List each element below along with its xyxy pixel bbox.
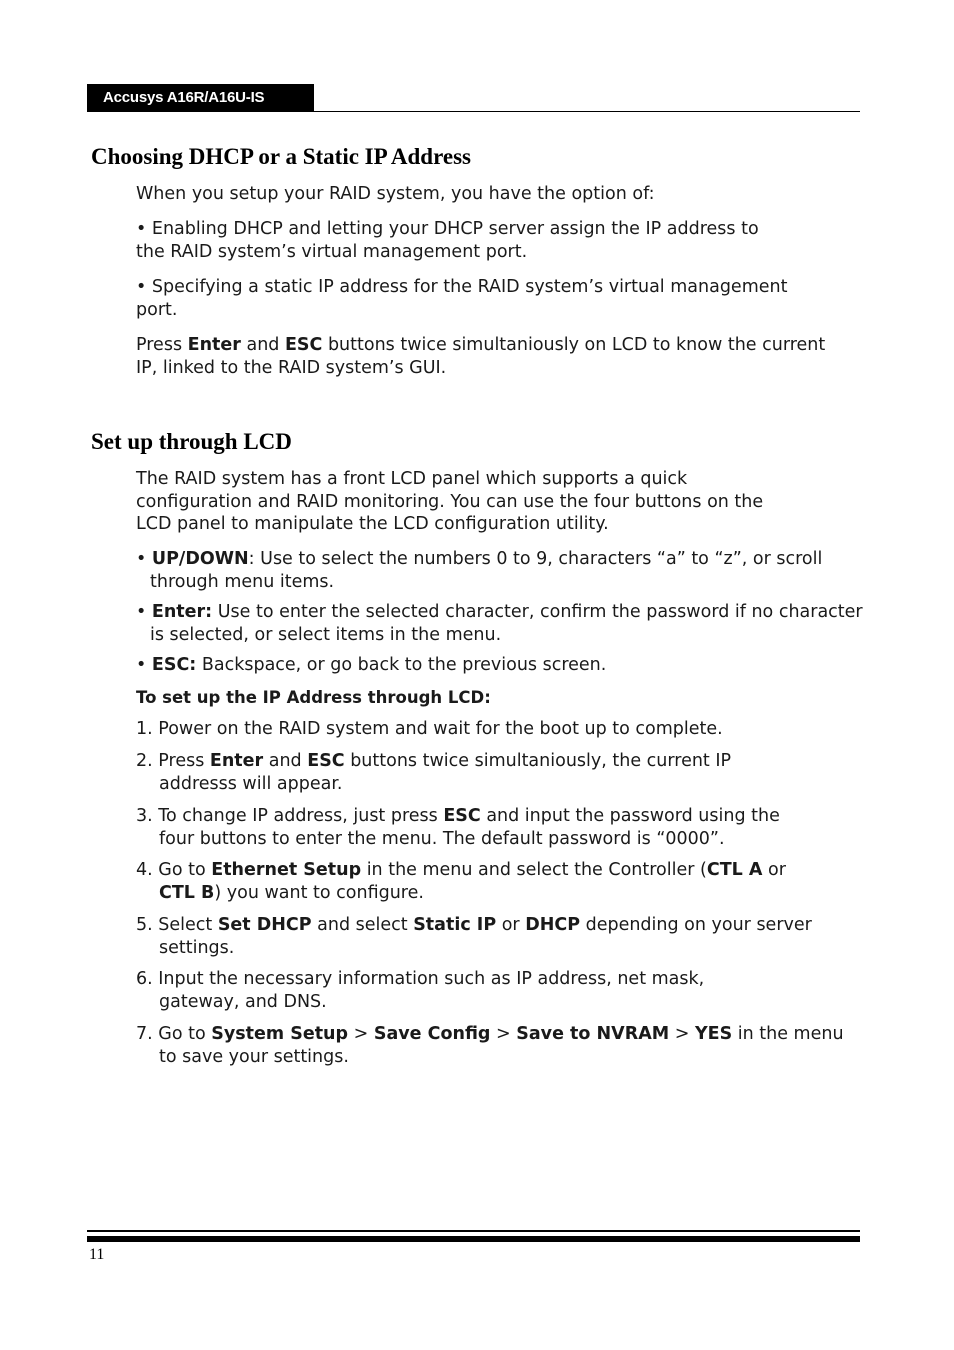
text: buttons twice simultaniously, the current IP [344,751,732,771]
text: IP, linked to the RAID system’s GUI. [136,357,447,378]
press-instructions [136,334,825,379]
step-1: 1. Power on the RAID system and wait for the boot up to complete. [136,719,723,739]
text: in the menu [732,1024,844,1044]
option-line: port. [136,299,178,320]
page-number: 11 [89,1246,105,1263]
bullet-enter [136,601,863,646]
option-static-ip: Static IP [413,915,497,935]
footer-rule-thin [87,1230,860,1232]
text: and [263,751,308,771]
key-esc: ESC [307,751,345,771]
step-5 [136,914,812,959]
text: buttons twice simultaniously on LCD to know the current [322,335,826,355]
text: to save your settings. [159,1046,349,1067]
text: or [762,860,786,880]
text: 2. Press [136,751,210,771]
option-dhcp: DHCP [525,915,581,935]
text: four buttons to enter the menu. The default password is “0000”. [159,828,725,849]
steps-subheading: To set up the IP Address through LCD: [136,688,491,707]
key-enter: Enter [187,335,241,355]
text: and select [311,915,414,935]
menu-save-config: Save Config [373,1024,491,1044]
step-7 [136,1023,844,1068]
option-line: • Enabling DHCP and letting your DHCP server assign the IP address to [136,219,759,239]
lcd-intro-paragraph [136,468,763,536]
text: settings. [159,937,235,958]
option-dhcp-item [136,218,759,263]
text: and input the password using the [480,806,780,826]
step-4 [136,859,786,904]
key-esc: ESC [284,335,323,355]
text: addresss will appear. [159,773,343,794]
text: Use to enter the selected character, confirm the password if no character [212,602,863,622]
text: and [240,335,285,355]
option-static-item [136,276,787,321]
key-esc: ESC [443,806,481,826]
text: through menu items. [150,571,335,592]
key-enter: Enter: [151,602,213,622]
bullet-up-down [136,548,822,593]
menu-yes: YES [694,1024,733,1044]
document-header-title: Accusys A16R/A16U-IS [87,84,314,112]
text: Press [136,335,188,355]
text: LCD panel to manipulate the LCD configuration utility. [136,514,609,534]
key-up-down: UP/DOWN [151,549,249,569]
text: 6. Input the necessary information such as IP address, net mask, [136,969,705,989]
key-esc: ESC: [151,655,197,675]
section-heading-lcd: Set up through LCD [91,429,292,454]
text: is selected, or select items in the menu. [150,624,502,645]
separator: > [348,1024,374,1044]
menu-save-nvram: Save to NVRAM [516,1024,670,1044]
menu-ethernet-setup: Ethernet Setup [211,860,362,880]
text: 4. Go to [136,860,212,880]
footer-rule-thick [87,1236,860,1242]
step-6 [136,968,704,1013]
text: gateway, and DNS. [159,991,327,1012]
text: in the menu and select the Controller ( [361,860,707,880]
bullet: • [136,655,152,675]
text: configuration and RAID monitoring. You can use the four buttons on the [136,491,764,512]
section-heading-dhcp: Choosing DHCP or a Static IP Address [91,144,471,169]
bullet: • [136,549,152,569]
intro-paragraph: When you setup your RAID system, you have the option of: [136,184,655,204]
step-2 [136,750,731,795]
bullet-esc [136,654,606,677]
text: 3. To change IP address, just press [136,806,444,826]
text: ) you want to configure. [214,882,424,903]
menu-set-dhcp: Set DHCP [217,915,312,935]
bullet: • [136,602,152,622]
option-line: • Specifying a static IP address for the RAID system’s virtual management [136,277,788,297]
text: Backspace, or go back to the previous screen. [196,655,607,675]
controller-a: CTL A [706,860,763,880]
key-enter: Enter [209,751,264,771]
separator: > [490,1024,517,1044]
header-rule [87,111,860,112]
menu-system-setup: System Setup [211,1024,349,1044]
separator: > [669,1024,695,1044]
option-line: the RAID system’s virtual management port. [136,241,528,262]
text: 7. Go to [136,1024,212,1044]
text: 5. Select [136,915,218,935]
text: depending on your server [580,915,812,935]
text: The RAID system has a front LCD panel which supports a quick [136,469,688,489]
controller-b: CTL B [159,882,215,903]
text: or [496,915,526,935]
text: : Use to select the numbers 0 to 9, characters “a” to “z”, or scroll [248,549,823,569]
step-3 [136,805,780,850]
